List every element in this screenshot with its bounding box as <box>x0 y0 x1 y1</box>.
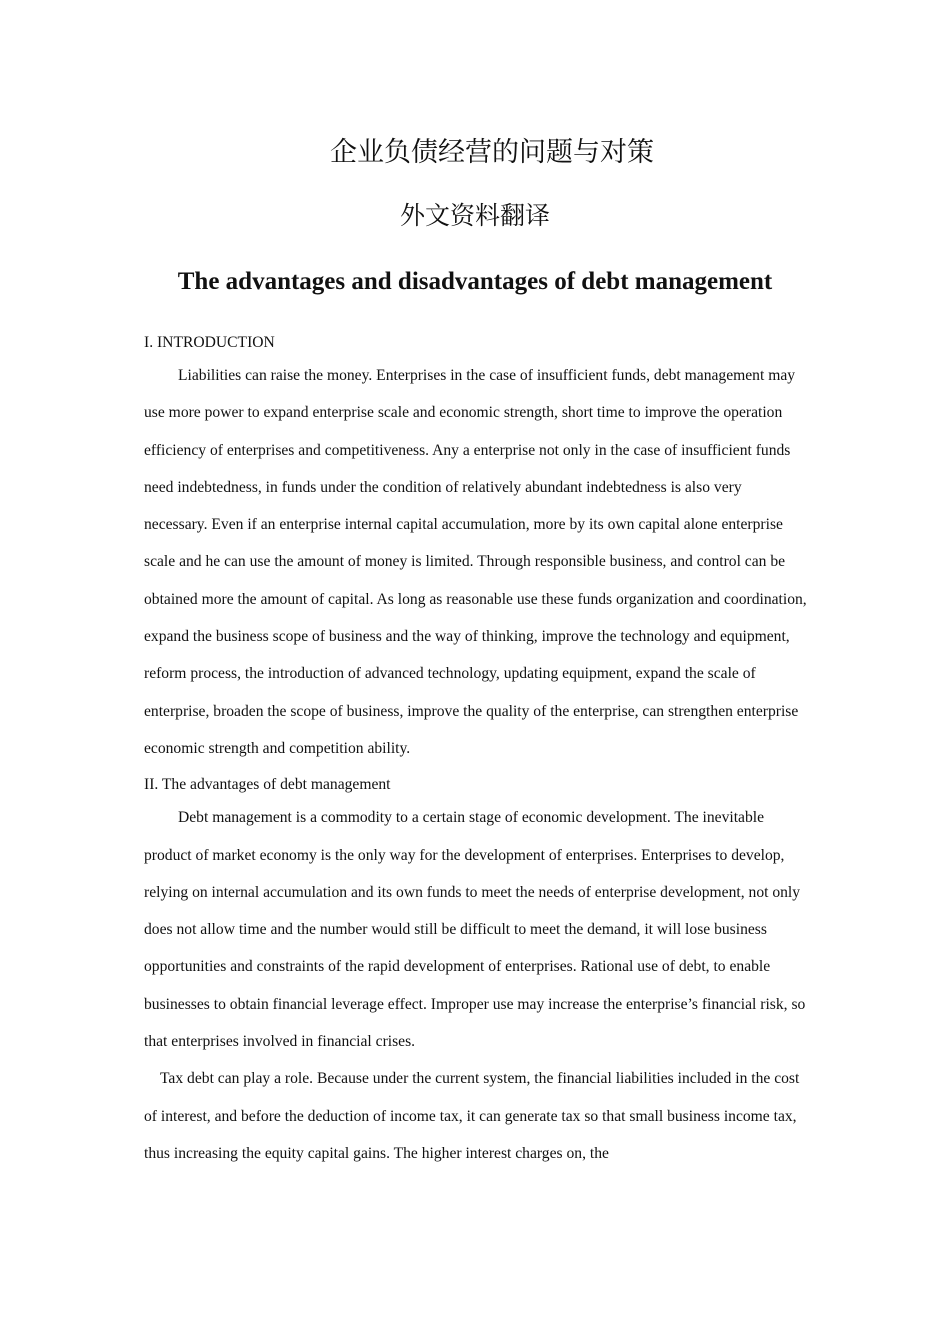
english-title: The advantages and disadvantages of debt management <box>177 268 773 295</box>
chinese-subtitle: 外文资料翻译 <box>399 201 550 230</box>
document-body <box>144 331 808 1172</box>
paragraph-advantages-2: Tax debt can play a role. Because under the current system, the financial liabilities included in the cost of interest, and before the deduction of income tax, it can generate tax so that small business income tax, thus increasing the equity capital gains. The higher interest charges on, the <box>144 1070 800 1162</box>
section-heading-advantages: II. The advantages of debt management <box>144 776 391 794</box>
paragraph-introduction: Liabilities can raise the money. Enterprises in the case of insufficient funds, debt management may use more power to expand enterprise scale and economic strength, short time to improve the operation efficiency of enterprises and competitiveness. Any a enterprise not only in the case of insufficient funds need indebtedness, in funds under the condition of relatively abundant indebtedness is also very necessary. Even if an enterprise internal capital accumulation, more by its own capital alone enterprise scale and he can use the amount of money is limited. Through responsible business, and control can be obtained more the amount of capital. As long as reasonable use these funds organization and coordination, expand the business scope of business and the way of thinking, improve the technology and equipment, reform process, the introduction of advanced technology, updating equipment, expand the scale of enterprise, broaden the scope of business, improve the quality of the enterprise, can strengthen enterprise economic strength and competition ability. <box>144 367 807 757</box>
paragraph-advantages-1: Debt management is a commodity to a certain stage of economic development. The inevitable product of market economy is the only way for the development of enterprises. Enterprises to develop, relying on internal accumulation and its own funds to meet the needs of enterprise development, not only does not allow time and the number would still be difficult to meet the demand, it will lose business opportunities and constraints of the rapid development of enterprises. Rational use of debt, to enable businesses to obtain financial leverage effect. Improper use may increase the enterprise’s financial risk, so that enterprises involved in financial crises. <box>144 809 806 1051</box>
chinese-title: 企业负债经营的问题与对策 <box>330 137 654 168</box>
section-heading-introduction: I. INTRODUCTION <box>144 334 275 351</box>
